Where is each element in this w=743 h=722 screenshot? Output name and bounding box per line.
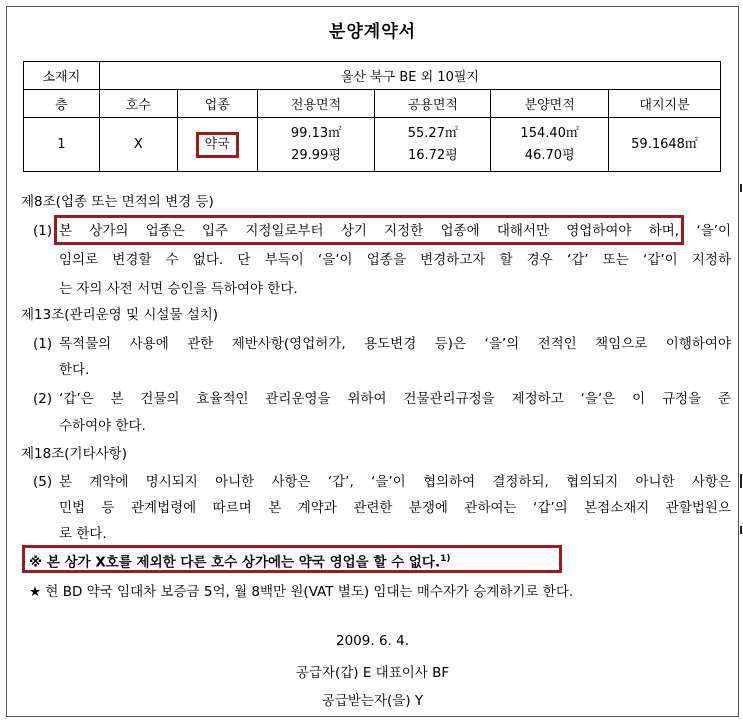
property-info-table — [23, 61, 721, 172]
common-area-m2: 55.27㎡ — [407, 125, 458, 141]
header-business: 업종 — [177, 90, 257, 118]
article-18-title: 제18조(기타사항) — [21, 446, 127, 462]
edge-mark — [740, 474, 742, 488]
header-unit: 호수 — [99, 90, 177, 118]
special-note — [29, 548, 450, 570]
article-8-1-line-1: 본 상가의 업종은 입주 지정일로부터 상기 지정한 업종에 대해서만 영업하여야 하며, ‘을’이 — [59, 223, 731, 239]
exclusive-area-pyeong: 29.99평 — [291, 147, 341, 163]
header-row — [24, 90, 721, 118]
cell-land-share: 59.1648㎡ — [609, 118, 721, 172]
sale-area-m2: 154.40㎡ — [520, 125, 579, 141]
contract-page — [6, 6, 739, 717]
article-8-1-line-2: 임의로 변경할 수 없다. 단 부득이 ‘을’이 업종을 변경하고자 할 경우 ‘갑’ 또는 ‘갑’이 지정하 — [59, 252, 731, 268]
article-13-2-line-2: 수하여야 한다. — [59, 418, 146, 434]
contract-date: 2009. 6. 4. — [336, 633, 409, 649]
footnote-marker: 1) — [440, 554, 451, 564]
article-18-5-line-3: 로 한다. — [59, 526, 107, 542]
cell-exclusive-area — [257, 118, 375, 172]
cell-sale-area — [491, 118, 609, 172]
sale-area-pyeong: 46.70평 — [524, 147, 575, 163]
article-18-5-line-1: 본 계약에 명시되지 아니한 사항은 ‘갑’, ‘을’이 협의하여 결정하되, 협의되지 아니한 사항은 — [59, 474, 731, 490]
article-18-5-number: (5) — [33, 474, 53, 490]
header-exclusive-area: 전용면적 — [257, 90, 375, 118]
cell-business — [177, 118, 257, 172]
header-sale-area: 분양면적 — [491, 90, 609, 118]
supplier-signature: 공급자(갑) E 대표이사 BF — [295, 665, 450, 681]
location-label: 소재지 — [24, 62, 100, 90]
article-8-1-line-3: 는 자의 사전 서면 승인을 득하여야 한다. — [59, 281, 298, 297]
article-13-1-line-2: 한다. — [59, 362, 90, 378]
special-note-text: ※ 본 상가 X호를 제외한 다른 호수 상가에는 약국 영업을 할 수 없다. — [29, 554, 441, 571]
cell-floor: 1 — [24, 118, 100, 172]
article-13-1-number: (1) — [33, 336, 53, 352]
article-13-title: 제13조(관리운영 및 시설물 설치) — [21, 307, 219, 323]
business-highlight: 약국 — [196, 132, 239, 158]
article-8-1-number: (1) — [33, 223, 53, 239]
buyer-signature: 공급받는자(을) Y — [321, 693, 424, 709]
article-18-5-line-2: 민법 등 관계법령에 따르며 본 계약과 관련한 분쟁에 관하여는 ‘갑’의 본점소재지 관할법원으 — [59, 500, 731, 516]
cell-unit: X — [99, 118, 177, 172]
cell-common-area — [375, 118, 491, 172]
location-value: 울산 북구 BE 외 10필지 — [99, 62, 720, 90]
header-floor: 층 — [24, 90, 100, 118]
article-13-2-line-1: ‘갑’은 본 건물의 효율적인 관리운영을 위하여 건물관리규정을 제정하고 ‘을’은 이 규정을 준 — [59, 391, 731, 407]
document-title: 분양계약서 — [328, 22, 417, 42]
location-row — [24, 62, 721, 90]
common-area-pyeong: 16.72평 — [407, 147, 458, 163]
star-note: ★ 현 BD 약국 임대차 보증금 5억, 월 8백만 원(VAT 별도) 임대는 매수자가 승계하기로 한다. — [29, 584, 574, 600]
edge-mark — [740, 526, 742, 534]
header-common-area: 공용면적 — [375, 90, 491, 118]
article-13-1-line-1: 목적물의 사용에 관한 제반사항(영업허가, 용도변경 등)은 ‘을’의 전적인 책임으로 이행하여야 — [59, 336, 731, 352]
data-row — [24, 118, 721, 172]
exclusive-area-m2: 99.13㎡ — [290, 125, 342, 141]
header-land-share: 대지지분 — [609, 90, 721, 118]
article-13-2-number: (2) — [33, 391, 53, 407]
edge-mark — [740, 184, 742, 192]
article-8-title: 제8조(업종 또는 면적의 변경 등) — [21, 194, 214, 210]
